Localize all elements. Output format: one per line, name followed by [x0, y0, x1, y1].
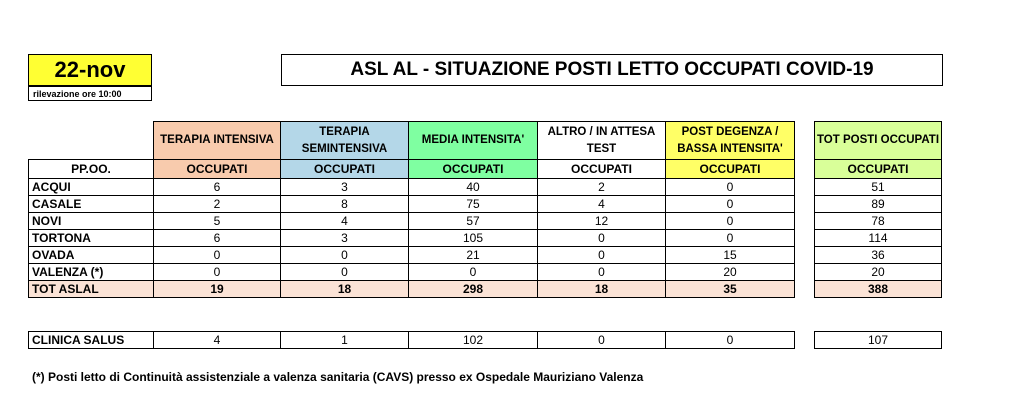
value-cell: 19	[154, 281, 281, 298]
value-cell: 0	[538, 264, 666, 281]
value-cell: 75	[409, 196, 538, 213]
col-header-terapia-intensiva: TERAPIA INTENSIVA	[154, 122, 281, 160]
value-cell: 20	[815, 264, 942, 281]
value-cell: 36	[815, 247, 942, 264]
table-row	[29, 264, 942, 281]
column-gap	[795, 160, 815, 179]
column-gap	[795, 213, 815, 230]
sub-header-occupati: OCCUPATI	[154, 160, 281, 179]
value-cell: 102	[409, 332, 538, 349]
value-cell: 51	[815, 179, 942, 196]
total-row	[29, 281, 942, 298]
value-cell: 4	[281, 213, 409, 230]
value-cell: 18	[538, 281, 666, 298]
table-row	[29, 230, 942, 247]
row-name: OVADA	[29, 247, 154, 264]
sub-header-occupati: OCCUPATI	[281, 160, 409, 179]
value-cell: 105	[409, 230, 538, 247]
table-row	[29, 213, 942, 230]
value-cell: 78	[815, 213, 942, 230]
value-cell: 18	[281, 281, 409, 298]
value-cell: 107	[815, 332, 942, 349]
value-cell: 0	[409, 264, 538, 281]
col-header-tot-posti: TOT POSTI OCCUPATI	[815, 122, 942, 160]
column-gap	[795, 196, 815, 213]
value-cell: 21	[409, 247, 538, 264]
value-cell: 3	[281, 230, 409, 247]
value-cell: 0	[666, 230, 795, 247]
row-name: ACQUI	[29, 179, 154, 196]
sub-header-occupati: OCCUPATI	[538, 160, 666, 179]
value-cell: 114	[815, 230, 942, 247]
column-gap	[795, 179, 815, 196]
row-header-label: PP.OO.	[29, 160, 154, 179]
value-cell: 4	[538, 196, 666, 213]
page-title-box	[281, 54, 943, 86]
value-cell: 5	[154, 213, 281, 230]
value-cell: 0	[281, 247, 409, 264]
value-cell: 0	[538, 230, 666, 247]
column-gap	[795, 247, 815, 264]
value-cell: 3	[281, 179, 409, 196]
value-cell: 0	[666, 213, 795, 230]
value-cell: 0	[666, 196, 795, 213]
col-header-altro: ALTRO / IN ATTESA TEST	[538, 122, 666, 160]
value-cell: 0	[666, 332, 795, 349]
value-cell: 57	[409, 213, 538, 230]
value-cell: 0	[281, 264, 409, 281]
value-cell: 0	[154, 264, 281, 281]
value-cell: 1	[281, 332, 409, 349]
column-gap	[795, 230, 815, 247]
value-cell: 15	[666, 247, 795, 264]
column-gap	[795, 281, 815, 298]
table-row	[29, 247, 942, 264]
sub-header-occupati: OCCUPATI	[815, 160, 942, 179]
column-gap	[795, 264, 815, 281]
row-name: TOT ASLAL	[29, 281, 154, 298]
value-cell: 6	[154, 230, 281, 247]
row-name: NOVI	[29, 213, 154, 230]
value-cell: 4	[154, 332, 281, 349]
row-name: CASALE	[29, 196, 154, 213]
value-cell: 89	[815, 196, 942, 213]
value-cell: 40	[409, 179, 538, 196]
sub-header-occupati: OCCUPATI	[666, 160, 795, 179]
clinica-row	[29, 332, 942, 349]
table-row	[29, 196, 942, 213]
corner-cell	[29, 122, 154, 160]
row-name: CLINICA SALUS	[29, 332, 154, 349]
value-cell: 8	[281, 196, 409, 213]
rilevazione-label: rilevazione ore 10:00	[33, 88, 122, 99]
date-box	[28, 54, 152, 86]
value-cell: 0	[666, 179, 795, 196]
value-cell: 0	[538, 332, 666, 349]
table-row	[29, 179, 942, 196]
clinica-table	[28, 331, 942, 349]
value-cell: 388	[815, 281, 942, 298]
col-header-terapia-semintensiva: TERAPIA SEMINTENSIVA	[281, 122, 409, 160]
page-title: ASL AL - SITUAZIONE POSTI LETTO OCCUPATI COVID-19	[350, 59, 874, 80]
col-header-post-degenza: POST DEGENZA / BASSA INTENSITA'	[666, 122, 795, 160]
value-cell: 6	[154, 179, 281, 196]
column-gap	[795, 122, 815, 160]
footnote: (*) Posti letto di Continuità assistenziale a valenza sanitaria (CAVS) presso ex Ospedale Mauriziano Valenza	[32, 370, 644, 384]
row-name: TORTONA	[29, 230, 154, 247]
value-cell: 0	[154, 247, 281, 264]
date-label: 22-nov	[54, 57, 126, 82]
value-cell: 298	[409, 281, 538, 298]
value-cell: 2	[154, 196, 281, 213]
occupancy-table	[28, 121, 942, 298]
value-cell: 0	[538, 247, 666, 264]
sub-header-occupati: OCCUPATI	[409, 160, 538, 179]
value-cell: 2	[538, 179, 666, 196]
value-cell: 20	[666, 264, 795, 281]
rilevazione-box	[28, 86, 152, 101]
col-header-media-intensita: MEDIA INTENSITA'	[409, 122, 538, 160]
value-cell: 12	[538, 213, 666, 230]
column-gap	[795, 332, 815, 349]
value-cell: 35	[666, 281, 795, 298]
row-name: VALENZA (*)	[29, 264, 154, 281]
